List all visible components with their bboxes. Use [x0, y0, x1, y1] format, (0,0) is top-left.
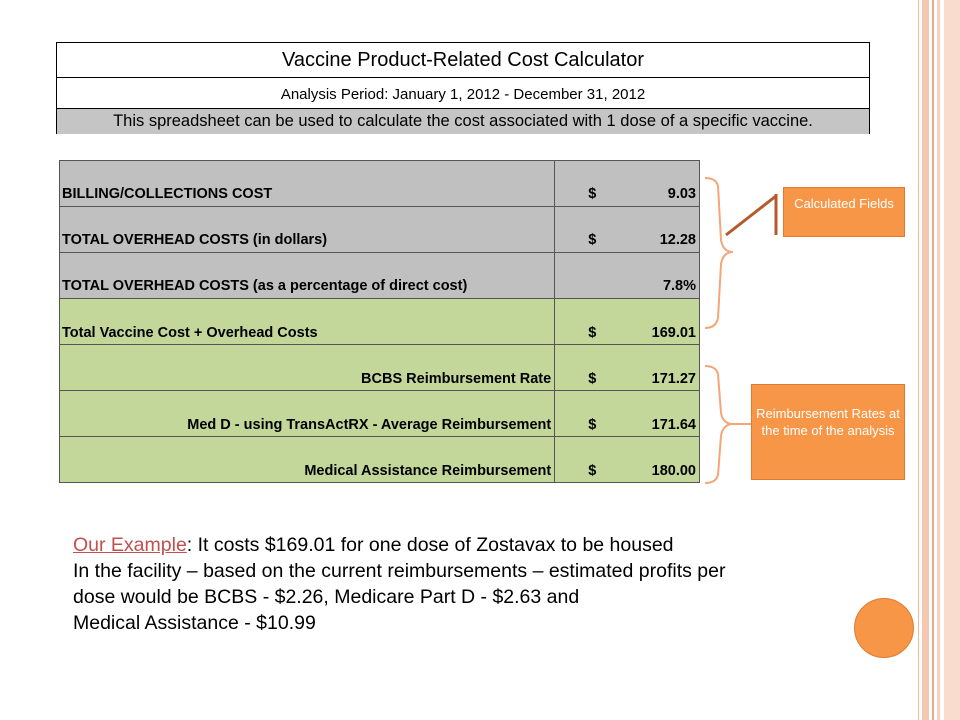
amount-value: 171.64: [651, 417, 696, 433]
currency-sign: $: [588, 463, 597, 479]
example-line: dose would be BCBS - $2.26, Medicare Part D - $2.63 and: [73, 586, 580, 608]
example-paragraph: [73, 532, 903, 636]
example-line: Medical Assistance - $10.99: [73, 612, 316, 634]
calculated-connector: [726, 196, 776, 235]
currency-sign: $: [588, 325, 597, 341]
currency-sign: $: [588, 186, 597, 202]
amount-value: 171.27: [651, 371, 696, 387]
currency-sign: $: [588, 232, 597, 248]
amount-value: 9.03: [667, 186, 696, 202]
example-label: Our Example: [73, 534, 187, 556]
example-text: : It costs $169.01 for one dose of Zostavax to be housed: [186, 534, 674, 556]
calculated-brace: [705, 178, 733, 328]
amount-value: 169.01: [651, 325, 696, 341]
row-label: Total Vaccine Cost + Overhead Costs: [60, 299, 555, 345]
calculated-fields-callout: Calculated Fields: [783, 187, 905, 237]
reimbursement-brace: [705, 366, 733, 483]
example-line: [73, 532, 903, 558]
row-label: TOTAL OVERHEAD COSTS (in dollars): [60, 207, 555, 253]
analysis-period: Analysis Period: January 1, 2012 - December 31, 2012: [57, 78, 869, 109]
currency-sign: $: [588, 371, 597, 387]
row-label: BCBS Reimbursement Rate: [60, 345, 555, 391]
calculator-title: Vaccine Product-Related Cost Calculator: [57, 43, 869, 78]
row-label: Med D - using TransActRX - Average Reimbursement: [60, 391, 555, 437]
calculator-description: This spreadsheet can be used to calculate the cost associated with 1 dose of a specific vaccine.: [57, 109, 869, 134]
reimbursement-rates-callout: Reimbursement Rates at the time of the analysis: [751, 384, 905, 480]
amount-value: 7.8%: [662, 278, 696, 294]
row-label: BILLING/COLLECTIONS COST: [60, 161, 555, 207]
amount-value: 180.00: [651, 463, 696, 479]
amount-value: 12.28: [659, 232, 696, 248]
row-label: Medical Assistance Reimbursement: [60, 437, 555, 483]
currency-sign: $: [588, 417, 597, 433]
example-line: In the facility – based on the current reimbursements – estimated profits per: [73, 560, 726, 582]
row-label: TOTAL OVERHEAD COSTS (as a percentage of direct cost): [60, 253, 555, 299]
